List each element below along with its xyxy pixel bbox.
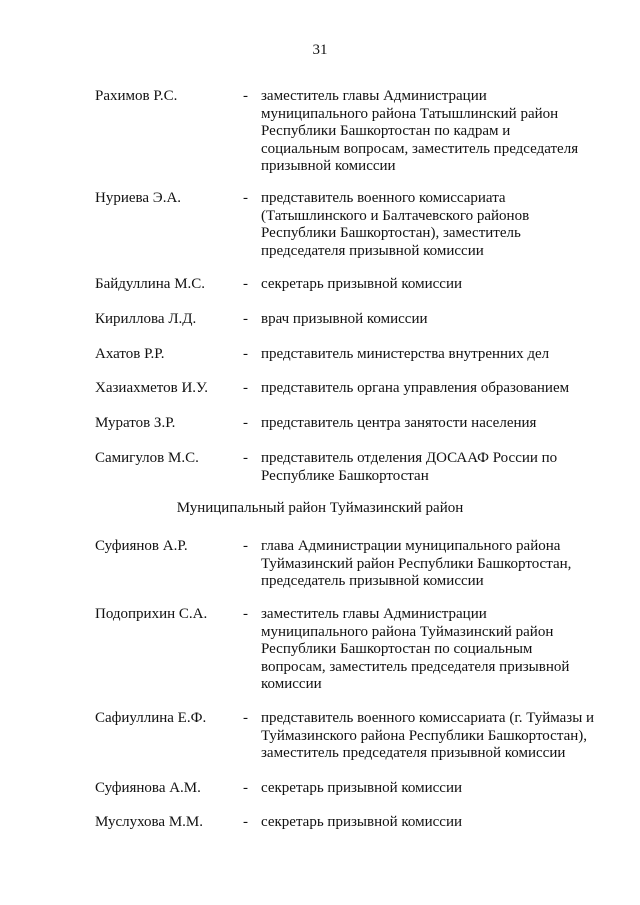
member-role: представитель центра занятости населения xyxy=(261,415,537,431)
member-name: Муслухова М.М. xyxy=(95,814,204,830)
page-number: 31 xyxy=(312,42,328,58)
member-dash: - xyxy=(243,311,248,327)
member-dash: - xyxy=(243,380,248,396)
member-name: Муратов З.Р. xyxy=(95,415,176,431)
member-name: Кириллова Л.Д. xyxy=(95,311,197,327)
member-name: Суфиянова А.М. xyxy=(95,780,201,796)
member-role: заместитель главы Администрации муниципального района Туймазинский район Республики Башкортостан по социальным вопросам, заместитель председателя призывной комиссии xyxy=(261,606,570,692)
member-name: Хазиахметов И.У. xyxy=(95,380,208,396)
member-name: Байдуллина М.С. xyxy=(95,276,206,292)
member-name: Самигулов М.С. xyxy=(95,450,199,466)
member-dash: - xyxy=(243,88,248,104)
member-dash: - xyxy=(243,606,248,622)
member-role: секретарь призывной комиссии xyxy=(261,780,463,796)
member-name: Подоприхин С.А. xyxy=(95,606,208,622)
member-dash: - xyxy=(243,415,248,431)
member-role: заместитель главы Администрации муниципального района Татышлинский район Республики Башкортостан по кадрам и социальным вопросам, заместитель председателя призывной комиссии xyxy=(261,88,579,174)
member-name: Сафиуллина Е.Ф. xyxy=(95,710,207,726)
member-role: врач призывной комиссии xyxy=(261,311,428,327)
section-heading: Муниципальный район Туймазинский район xyxy=(176,500,464,516)
member-name: Ахатов Р.Р. xyxy=(95,346,165,362)
member-name: Суфиянов А.Р. xyxy=(95,538,188,554)
member-role: представитель отделения ДОСААФ России по Республике Башкортостан xyxy=(261,450,558,484)
member-dash: - xyxy=(243,710,248,726)
member-dash: - xyxy=(243,538,248,554)
member-name: Рахимов Р.С. xyxy=(95,88,178,104)
member-dash: - xyxy=(243,276,248,292)
member-dash: - xyxy=(243,814,248,830)
member-dash: - xyxy=(243,450,248,466)
member-role: секретарь призывной комиссии xyxy=(261,276,463,292)
member-dash: - xyxy=(243,346,248,362)
member-role: секретарь призывной комиссии xyxy=(261,814,463,830)
member-role: представитель военного комиссариата (г. Туймазы и Туймазинского района Республики Башкортостан), заместитель председателя призывной комиссии xyxy=(261,710,595,761)
member-dash: - xyxy=(243,190,248,206)
member-name: Нуриева Э.А. xyxy=(95,190,182,206)
member-role: представитель военного комиссариата (Татышлинского и Балтачевского районов Республики Башкортостан), заместитель председателя призывной комиссии xyxy=(261,190,530,259)
member-role: представитель министерства внутренних дел xyxy=(261,346,550,362)
member-dash: - xyxy=(243,780,248,796)
member-role: представитель органа управления образованием xyxy=(261,380,570,396)
member-role: глава Администрации муниципального района Туймазинский район Республики Башкортостан, председатель призывной комиссии xyxy=(261,538,572,589)
